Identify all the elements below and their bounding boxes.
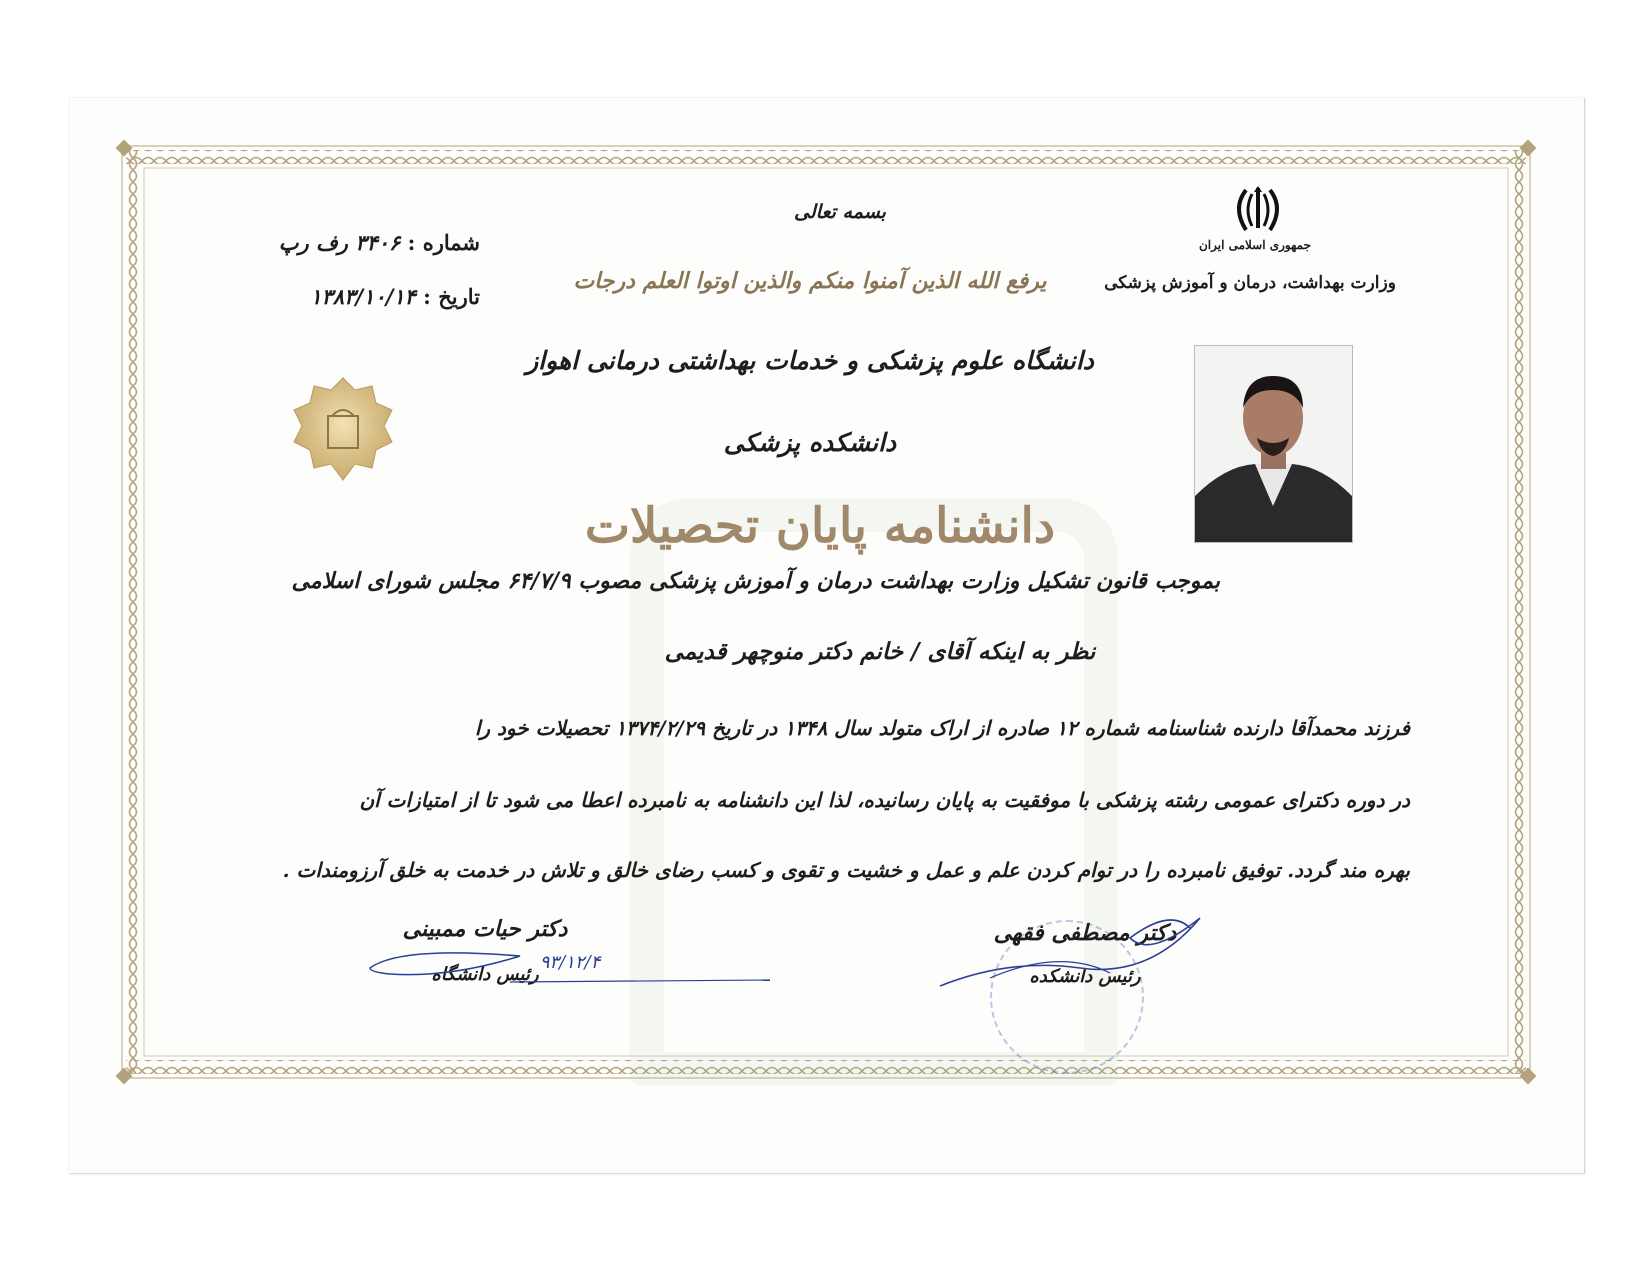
holder-name-line: نظر به اینکه آقای / خانم دکتر منوچهر قدیمی xyxy=(664,638,1096,665)
president-note: ۹۳/۱۲/۴ xyxy=(539,952,601,973)
president-title: رئیس دانشگاه xyxy=(431,964,539,985)
hologram-seal-icon xyxy=(288,376,398,486)
closing-line: بهره مند گردد. توفیق نامبرده را در توام کردن علم و عمل و خشیت و تقوی و کسب رضای خالق و تلاش در خدمت به خلق آرزومندات . xyxy=(282,858,1410,882)
dean-name: دکتر مصطفی فقهی xyxy=(993,920,1177,946)
law-reference: بموجب قانون تشکیل وزارت بهداشت درمان و آموزش پزشکی مصوب ۶۴/۷/۹ مجلس شورای اسلامی xyxy=(291,568,1220,594)
university-name: دانشگاه علوم پزشکی و خدمات بهداشتی درمانی اهواز xyxy=(526,346,1094,375)
president-name: دکتر حیات ممبینی xyxy=(402,916,568,942)
quran-verse: یرفع الله الذین آمنوا منکم والذین اوتوا العلم درجات xyxy=(573,268,1047,294)
dean-title: رئیس دانشکده xyxy=(1029,966,1141,987)
holder-details-line: فرزند محمدآقا دارنده شناسنامه شماره ۱۲ صادره از اراک متولد سال ۱۳۴۸ در تاریخ ۱۳۷۴/۲/۲۹ تحصیلات خود را xyxy=(474,716,1410,740)
number-label: شماره : xyxy=(407,230,480,255)
certificate-title: دانشنامه پایان تحصیلات xyxy=(584,498,1056,554)
faculty-name: دانشکده پزشکی xyxy=(723,428,897,457)
dean-signature xyxy=(930,898,1210,998)
iran-emblem-icon xyxy=(1230,186,1286,236)
number-value: ۳۴۰۶ رف رپ xyxy=(278,230,401,255)
degree-line: در دوره دکترای عمومی رشته پزشکی با موفقیت به پایان رسانیده، لذا این دانشنامه به نامبرده اعطا می شود تا از امتیازات آن xyxy=(359,788,1410,812)
certificate-number xyxy=(220,230,480,255)
certificate-sheet xyxy=(70,98,1585,1174)
ministry-name: وزارت بهداشت، درمان و آموزش پزشکی xyxy=(1104,273,1396,293)
country-name: جمهوری اسلامی ایران xyxy=(1198,238,1312,252)
certificate-date xyxy=(220,284,480,309)
president-signature xyxy=(360,938,780,998)
invocation: بسمه تعالی xyxy=(794,201,886,223)
portrait-image xyxy=(1195,346,1352,542)
date-label: تاریخ : xyxy=(423,284,480,309)
holder-photo xyxy=(1194,345,1353,543)
date-value: ۱۳۸۳/۱۰/۱۴ xyxy=(310,284,416,309)
